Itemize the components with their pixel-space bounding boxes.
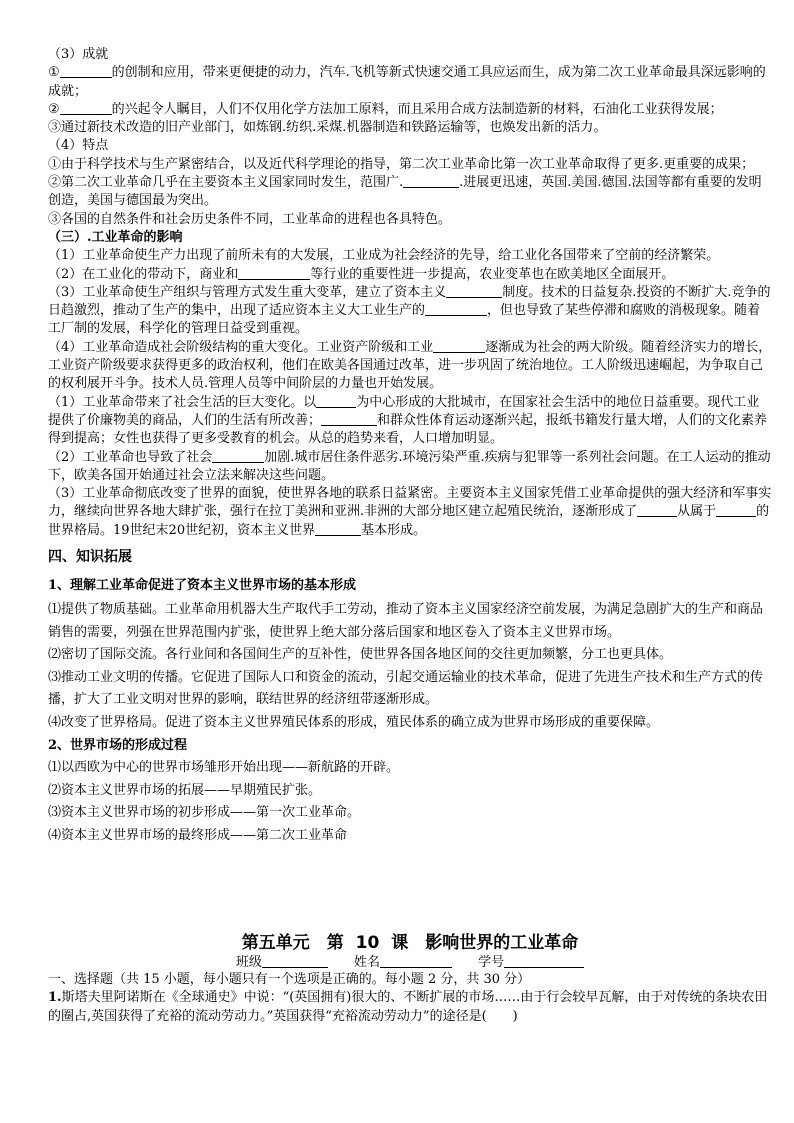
fill-blank[interactable] [425, 302, 487, 316]
extension-sub1: 1、理解工业革命促进了资本主义世界市场的基本形成 [48, 578, 357, 594]
name-label: 姓名 [353, 954, 380, 970]
class-field[interactable] [262, 954, 328, 968]
extension-sub2: 2、世界市场的形成过程 [48, 737, 188, 753]
name-field[interactable] [380, 954, 452, 968]
feature-3: ③各国的自然条件和社会历史条件不同，工业革命的进程也各具特色。 [48, 211, 452, 227]
market-item-1: ⑴以西欧为中心的世界市场雏形开始出现——新航路的开辟。 [48, 760, 400, 776]
achievement-heading: （3）成就 [48, 47, 109, 62]
feature-2: ②第二次工业革命几乎在主要资本主义国家同时发生，范围广. .进展更迅速，英国.美国.德国.法国等都有重要的发明创造，美国与德国最为突出。 [48, 175, 762, 209]
fill-blank[interactable] [433, 339, 485, 353]
feature-1: ①由于科学技术与生产紧密结合，以及近代科学理论的指导，第二次工业革命比第一次工业革命取得了更多.更重要的成果； [48, 156, 755, 172]
social-p1: （1）工业革命带来了社会生活的巨大变化。以 为中心形成的大批城市，在国家社会生活中的地位日益重要。现代工业提供了价廉物美的商品，人们的生活有所改善； 和群众性体育运动逐渐兴起，报纸书籍发行量大增，人们的文化素养得到提高；女性也获得了更多受教育的机会。从总的趋势来看，人口增加明显。 [48, 394, 768, 447]
fill-blank[interactable] [716, 503, 756, 517]
id-field[interactable] [504, 954, 584, 968]
influence-p4: （4）工业革命造成社会阶级结构的重大变化。工业资产阶级和工业 逐渐成为社会的两大阶级。随着经济实力的增长，工业资产阶级要求获得更多的政治权利，他们在欧美各国通过改革，进一步巩固了统治地位。工人阶级迅速崛起，为争取自己的权利展开斗争。技术人员.管理人员等中间阶层的力量也开始发展。 [48, 339, 772, 392]
exam-title: 第五单元 第 10 课 影响世界的工业革命 [241, 932, 579, 953]
fill-blank[interactable] [446, 284, 502, 298]
spacer [48, 848, 772, 932]
achievement-1: ① 的创制和应用，带来更便捷的动力，汽车.飞机等新式快速交通工具应运而生，成为第二次工业革命最具深远影响的成就； [48, 65, 766, 99]
extension-item-3: ⑶推动工业文明的传播。它促进了国际人口和资金的流动，引起交通运输业的技术革命，促进了先进生产技术和生产方式的传播，扩大了工业文明对世界的影响，联结世界的经济纽带逐渐形成。 [48, 669, 764, 708]
fill-blank[interactable] [60, 101, 112, 115]
fill-blank[interactable] [238, 266, 310, 280]
feature-heading: （4）特点 [48, 138, 109, 154]
influence-p3: （3）工业革命使生产组织与管理方式发生重大变革，建立了资本主义 制度。技术的日益复杂.投资的不断扩大.竞争的日趋激烈，推动了生产的集中，出现了适应资本主义大工业生产的 ，但也导致了某些停滞和腐败的消极现象。随着工厂制的发展，科学化的管理日益受到重视。 [48, 284, 771, 337]
extension-item-2: ⑵密切了国际交流。各行业间和各国间生产的互补性，使世界各国各地区间的交往更加频繁，分工也更具体。 [48, 647, 673, 663]
influence-p2: （2）在工业化的带动下，商业和 等行业的重要性进一步提高，农业变革也在欧美地区全面展开。 [48, 266, 675, 282]
question-1: 1.斯塔夫里阿诺斯在《全球通史》中说：“(英国拥有)很大的、不断扩展的市场……由于行会较早瓦解，由于对传统的条块农田的圈占,英国获得了充裕的流动劳动力。”英国获得“充裕流动劳动力”的途径是( ) [48, 990, 768, 1024]
fill-blank[interactable] [315, 522, 361, 536]
extension-item-1: ⑴提供了物质基础。工业革命用机器大生产取代手工劳动，推动了资本主义国家经济空前发展，为满足急剧扩大的生产和商品销售的需要，列强在世界范围内扩张，使世界上绝大部分落后国家和地区卷入了资本主义世界市场。 [48, 602, 764, 640]
id-label: 学号 [478, 954, 505, 970]
achievement-2: ② 的兴起令人瞩目，人们不仅用化学方法加工原料，而且采用合成方法制造新的材料，石油化工业获得发展； [48, 101, 723, 117]
market-item-2: ⑵资本主义世界市场的拓展——早期殖民扩张。 [48, 782, 322, 798]
fill-blank[interactable] [637, 503, 677, 517]
market-item-3: ⑶资本主义世界市场的初步形成——第一次工业革命。 [48, 805, 361, 821]
influence-p1: （1）工业革命使生产力出现了前所未有的大发展，工业成为社会经济的先导，给工业化各国带来了空前的经济繁荣。 [48, 248, 720, 264]
fill-blank[interactable] [316, 394, 356, 408]
achievement-3: ③通过新技术改造的旧产业部门，如炼钢.纺织.采煤.机器制造和铁路运输等，也焕发出新的活力。 [48, 120, 607, 136]
document-page [48, 46, 772, 1026]
student-info [48, 954, 772, 971]
fill-blank[interactable] [321, 412, 377, 426]
social-p2: （2）工业革命也导致了社会 加剧.城市居住条件恶劣.环境污染严重.疾病与犯罪等一系列社会问题。在工人运动的推动下，欧美各国开始通过社会立法来解决这些问题。 [48, 449, 771, 483]
extension-heading: 四、知识拓展 [48, 549, 132, 566]
class-label: 班级 [235, 954, 262, 970]
market-item-4: ⑷资本主义世界市场的最终形成——第二次工业革命 [48, 827, 348, 843]
fill-blank[interactable] [60, 64, 112, 78]
section-one-heading: 一、选择题（共 15 小题，每小题只有一个选项是正确的。每小题 2 分，共 30 分） [48, 971, 531, 987]
fill-blank[interactable] [403, 174, 459, 188]
influence-heading: （三）.工业革命的影响 [48, 229, 183, 245]
fill-blank[interactable] [212, 449, 264, 463]
social-p3: （3）工业革命彻底改变了世界的面貌，使世界各地的联系日益紧密。主要资本主义国家凭借工业革命提供的强大经济和军事实力，继续向世界各地大肆扩张，强行在拉丁美洲和亚洲.非洲的大部分地区建立起殖民统治，逐渐形成了 从属于 的世界格局。19世纪末20世纪初，资本主义世界 基本形成。 [48, 486, 772, 538]
extension-item-4: ⑷改变了世界格局。促进了资本主义世界殖民体系的形成，殖民体系的确立成为世界市场形成的重要保障。 [48, 714, 660, 730]
